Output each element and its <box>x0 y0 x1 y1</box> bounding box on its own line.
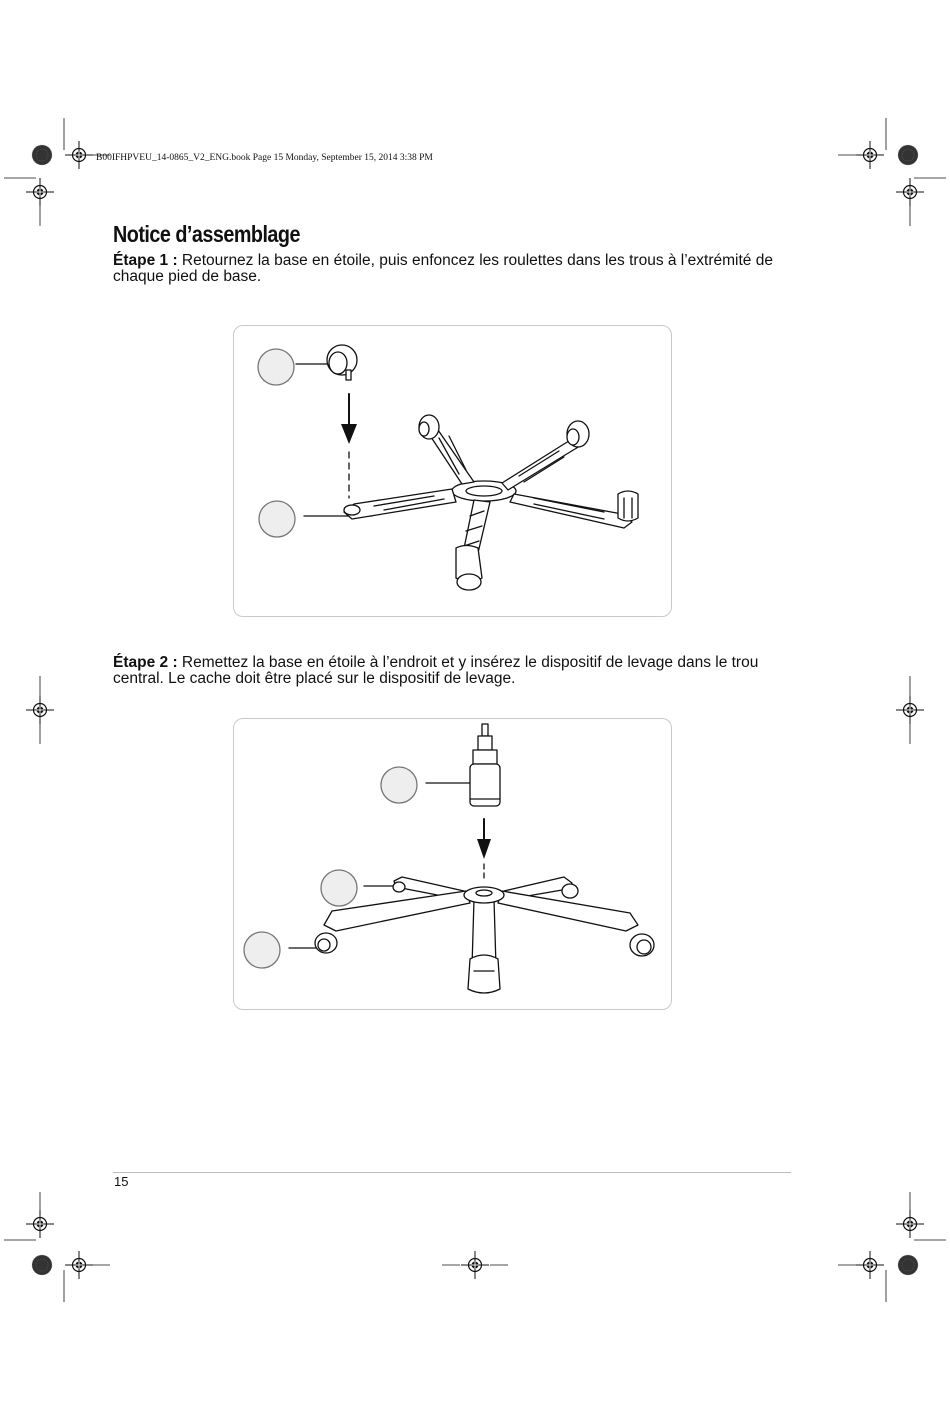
callout-circle-gas-lift <box>381 767 417 803</box>
step-1-label: Étape 1 : <box>113 252 178 269</box>
step-2-text <box>113 655 803 687</box>
print-header: B00IFHPVEU_14-0865_V2_ENG.book Page 15 Monday, September 15, 2014 3:38 PM <box>96 153 433 163</box>
page-number: 15 <box>114 1174 129 1189</box>
step-2-instruction: Remettez la base en étoile à l’endroit et y insérez le dispositif de levage dans le trou central. Le cache doit être placé sur le dispositif de levage. <box>113 654 759 687</box>
step-2-label: Étape 2 : <box>113 654 178 671</box>
page-title: Notice d’assemblage <box>113 221 300 247</box>
gas-lift-insertion-diagram <box>234 719 671 1009</box>
callout-circle-base <box>259 501 295 537</box>
footer-rule <box>113 1172 791 1173</box>
step-1-illustration <box>233 325 672 617</box>
callout-circle-caster <box>258 349 294 385</box>
callout-circle-caster <box>244 932 280 968</box>
step-2-illustration <box>233 718 672 1010</box>
step-1-text <box>113 253 803 285</box>
registration-mark-icon <box>32 145 52 165</box>
callout-circle-cover <box>321 870 357 906</box>
caster-insertion-diagram <box>234 326 671 616</box>
step-1-instruction: Retournez la base en étoile, puis enfoncez les roulettes dans les trous à l’extrémité de chaque pied de base. <box>113 252 773 285</box>
